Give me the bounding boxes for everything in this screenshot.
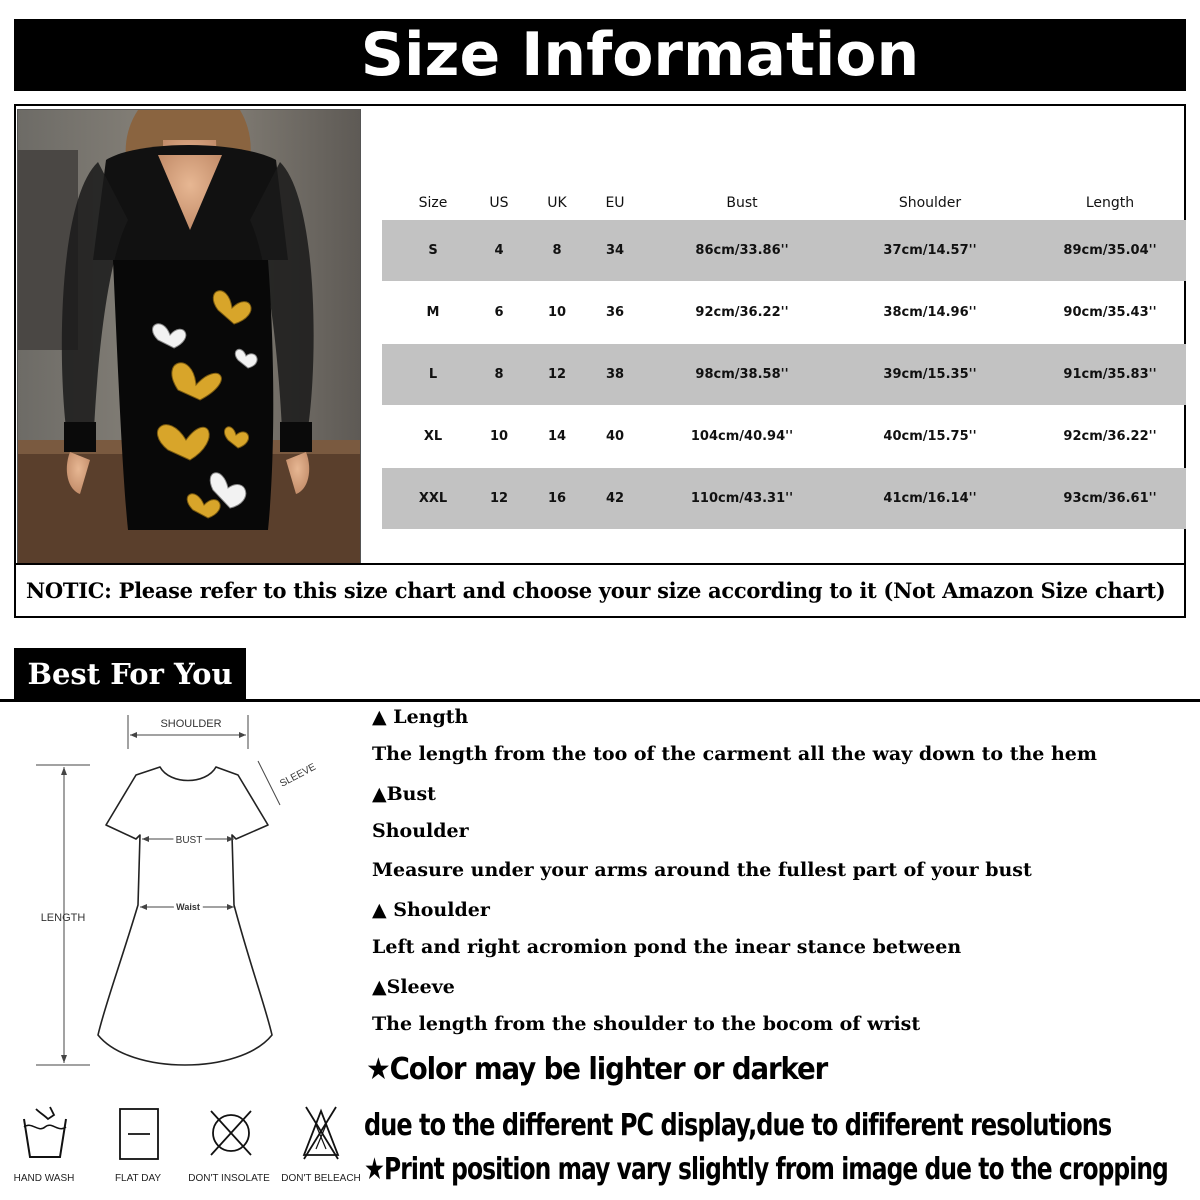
bust-label: BUST <box>175 835 203 846</box>
table-cell: 110cm/43.31'' <box>690 491 794 506</box>
size-notice: NOTIC: Please refer to this size chart and choose your size according to it (Not Amazon Size chart) <box>26 578 1166 603</box>
guide-line: ▲Sleeve <box>372 976 455 998</box>
table-cell: 10 <box>547 305 567 320</box>
do-not-bleach-icon <box>300 1105 342 1166</box>
column-header: UK <box>547 195 567 211</box>
table-cell: 12 <box>489 491 509 506</box>
shoulder-label: SHOULDER <box>160 718 222 730</box>
table-cell: 98cm/38.58'' <box>695 367 789 382</box>
table-cell: 40 <box>605 429 625 444</box>
table-header-row <box>382 188 1186 218</box>
table-cell: 34 <box>605 243 625 258</box>
product-photo <box>17 109 361 565</box>
divider <box>16 563 1184 565</box>
print-note: ★Print position may vary slightly from image due to the cropping <box>364 1152 1168 1187</box>
table-cell: 38cm/14.96'' <box>883 305 977 320</box>
waist-label: Waist <box>176 902 200 912</box>
size-chart-box <box>14 104 1186 618</box>
table-cell: 37cm/14.57'' <box>883 243 977 258</box>
guide-line: Left and right acromion pond the inear stance between <box>372 936 962 958</box>
care-label: DON'T INSOLATE <box>188 1173 270 1184</box>
flat-dry-icon <box>118 1105 160 1166</box>
column-header: Shoulder <box>898 195 962 211</box>
table-cell: 12 <box>547 367 567 382</box>
table-cell: 6 <box>494 305 504 320</box>
table-cell: 91cm/35.83'' <box>1063 367 1157 382</box>
table-cell: 39cm/15.35'' <box>883 367 977 382</box>
table-cell: 41cm/16.14'' <box>883 491 977 506</box>
header-banner <box>14 19 1186 91</box>
column-header: EU <box>605 195 625 211</box>
guide-line: Shoulder <box>372 820 469 842</box>
table-cell: 90cm/35.43'' <box>1063 305 1157 320</box>
table-cell: 36 <box>605 305 625 320</box>
size-table <box>370 106 1184 563</box>
table-cell: XL <box>423 429 443 444</box>
table-cell: 10 <box>489 429 509 444</box>
table-cell: 86cm/33.86'' <box>695 243 789 258</box>
table-row <box>382 220 1186 281</box>
care-label: HAND WASH <box>13 1173 75 1184</box>
guide-line: ▲ Length <box>372 706 469 728</box>
table-cell: 42 <box>605 491 625 506</box>
table-cell: M <box>426 305 440 320</box>
column-header: Size <box>418 195 448 211</box>
display-note: due to the different PC display,due to dififerent resolutions <box>364 1108 1112 1143</box>
guide-line: ▲ Shoulder <box>372 899 490 921</box>
length-label: LENGTH <box>40 912 86 924</box>
guide-line: Measure under your arms around the fullest part of your bust <box>372 859 1032 881</box>
table-row <box>382 468 1186 529</box>
guide-line: The length from the too of the carment all the way down to the hem <box>372 743 1097 765</box>
table-cell: 93cm/36.61'' <box>1063 491 1157 506</box>
do-not-tumble-dry-icon <box>207 1105 255 1166</box>
table-cell: 92cm/36.22'' <box>695 305 789 320</box>
table-cell: L <box>428 367 438 382</box>
care-label: FLAT DAY <box>114 1173 162 1184</box>
sleeve-label: SLEEVE <box>278 761 318 790</box>
table-row <box>382 406 1186 467</box>
table-cell: 16 <box>547 491 567 506</box>
hand-wash-icon <box>18 1105 72 1166</box>
table-row <box>382 344 1186 405</box>
table-cell: 89cm/35.04'' <box>1063 243 1157 258</box>
table-row <box>382 282 1186 343</box>
column-header: US <box>489 195 509 211</box>
table-cell: 4 <box>494 243 504 258</box>
table-cell: 92cm/36.22'' <box>1063 429 1157 444</box>
guide-line: The length from the shoulder to the bocom of wrist <box>372 1013 921 1035</box>
table-cell: 14 <box>547 429 567 444</box>
table-cell: XXL <box>418 491 448 506</box>
table-cell: 8 <box>494 367 504 382</box>
table-cell: 38 <box>605 367 625 382</box>
table-cell: S <box>428 243 438 258</box>
table-cell: 104cm/40.94'' <box>690 429 794 444</box>
column-header: Bust <box>726 195 758 211</box>
column-header: Length <box>1085 195 1135 211</box>
section-title: Best For You <box>14 648 246 700</box>
table-cell: 8 <box>552 243 562 258</box>
divider <box>0 699 1200 702</box>
page-title: Size Information <box>360 20 920 90</box>
table-cell: 40cm/15.75'' <box>883 429 977 444</box>
measurement-diagram <box>0 705 360 1105</box>
color-note: ★Color may be lighter or darker <box>366 1052 828 1087</box>
care-label: DON'T BELEACH <box>281 1173 361 1184</box>
guide-line: ▲Bust <box>372 783 436 805</box>
